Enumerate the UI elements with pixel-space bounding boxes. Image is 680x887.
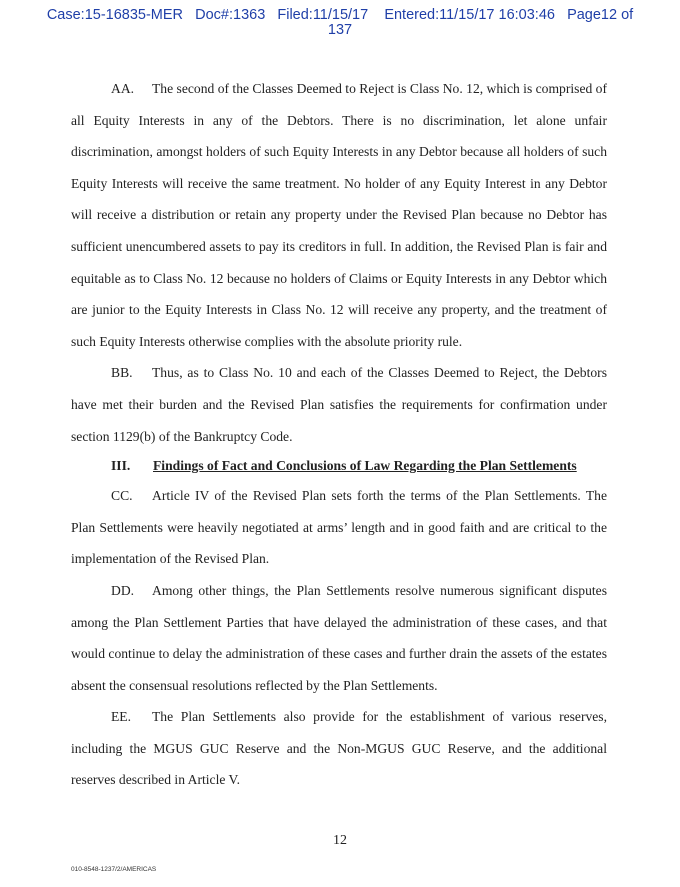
page-of: Page12 of bbox=[567, 7, 634, 23]
paragraph-label: DD. bbox=[111, 582, 135, 598]
paragraph-text: Thus, as to Class No. 10 and each of the Classes Deemed to Reject, the Debtors have met their burden and the Revised Plan satisfies the requirements for confirmation under section 1129(b) of the Bankruptcy Code. bbox=[71, 365, 607, 444]
section-heading bbox=[71, 452, 607, 480]
paragraph-ee bbox=[71, 701, 607, 796]
document-body bbox=[71, 73, 607, 796]
paragraph-text: The second of the Classes Deemed to Reject is Class No. 12, which is comprised of all Equity Interests in any of the Debtors. There is no discrimination, let alone unfair discrimination, amongst holders of such Equity Interests in any Debtor because all holders of such Equity Interests will receive the same treatment. No holder of any Equity Interest in any Debtor will receive a distribution or retain any property under the Revised Plan because no Debtor has sufficient unencumbered assets to pay its creditors in full. In addition, the Revised Plan is fair and equitable as to Class No. 12 because no holders of Claims or Equity Interests in any Debtor which are junior to the Equity Interests in Class No. 12 will receive any property, and the treatment of such Equity Interests otherwise complies with the absolute priority rule. bbox=[71, 81, 607, 349]
paragraph-label: AA. bbox=[111, 81, 135, 96]
section-title: Findings of Fact and Conclusions of Law Regarding the Plan Settlements bbox=[153, 458, 577, 474]
paragraph-bb bbox=[71, 357, 607, 452]
paragraph-text: Article IV of the Revised Plan sets forth the terms of the Plan Settlements. The Plan Settlements were heavily negotiated at arms’ length and in good faith and are critical to the implementation of the Revised Plan. bbox=[71, 488, 607, 567]
court-filing-header bbox=[0, 8, 680, 38]
filed-date: Filed:11/15/17 bbox=[277, 7, 369, 23]
section-number: III. bbox=[111, 458, 131, 474]
paragraph-text: The Plan Settlements also provide for the establishment of various reserves, including the MGUS GUC Reserve and the Non-MGUS GUC Reserve, and the additional reserves described in Article V. bbox=[71, 709, 607, 788]
paragraph-label: CC. bbox=[111, 488, 133, 504]
page-number: 12 bbox=[333, 833, 347, 848]
paragraph-label: EE. bbox=[111, 709, 132, 725]
paragraph-label: BB. bbox=[111, 365, 133, 381]
paragraph-text: Among other things, the Plan Settlements resolve numerous significant disputes among the Plan Settlement Parties that have delayed the administration of these cases, and that would continue to delay the administration of these cases and further drain the assets of the estates absent the consensual resolutions reflected by the Plan Settlements. bbox=[71, 582, 607, 693]
paragraph-cc bbox=[71, 480, 607, 575]
paragraph-aa bbox=[71, 73, 607, 357]
entered-date: Entered:11/15/17 16:03:46 bbox=[384, 7, 555, 23]
header-line-1 bbox=[0, 8, 680, 23]
paragraph-dd bbox=[71, 575, 607, 701]
doc-number: Doc#:1363 bbox=[195, 7, 266, 23]
document-id: 010-8548-1237/2/AMERICAS bbox=[71, 866, 157, 873]
page-total: 137 bbox=[327, 22, 353, 38]
case-number: Case:15-16835-MER bbox=[46, 7, 184, 23]
